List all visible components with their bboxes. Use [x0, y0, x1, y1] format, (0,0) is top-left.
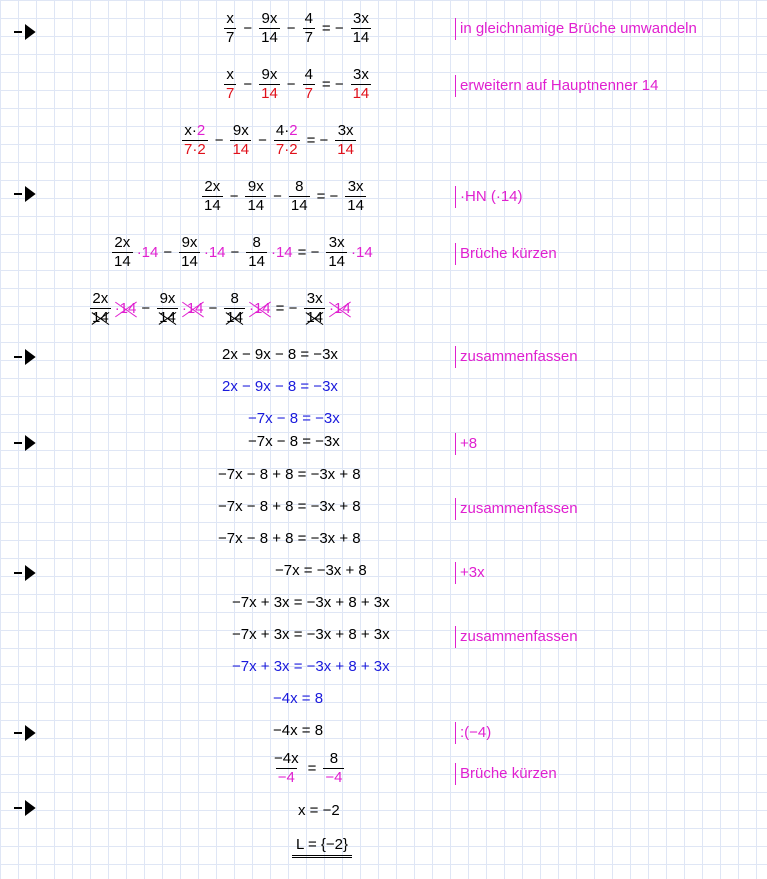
equation-row-3[interactable]: $\frac{x\cdot 2}{7\cdot 2}$ − $\frac{9x}{14}$ − $\frac{4\cdot 2}{7\cdot 2}$ = − $\frac{3x}{14}$	[184, 122, 354, 158]
annotation-note-16: zusammenfassen	[455, 626, 578, 648]
equation-row-17[interactable]: −7x + 3x = −3x + 8 + 3x	[232, 658, 390, 675]
equation-row-20[interactable]: $\frac{-4x}{-4}$ = $\frac{8}{-4}$	[274, 750, 343, 786]
equation-row-8[interactable]: 2x − 9x − 8 = −3x	[222, 378, 338, 395]
equation-row-19[interactable]: −4x = 8	[273, 722, 324, 739]
equation-row-11[interactable]: −7x − 8 + 8 = −3x + 8	[218, 466, 361, 483]
annotation-note-1: in gleichnamige Brüche umwandeln	[455, 18, 697, 40]
annotation-note-7: zusammenfassen	[455, 346, 578, 368]
equation-row-4[interactable]: $\frac{2x}{14}$ − $\frac{9x}{14}$ − $\frac{8}{14}$ = − $\frac{3x}{14}$	[204, 178, 364, 214]
evaluate-arrow-icon[interactable]	[12, 725, 36, 741]
equation-row-1[interactable]: $\frac{x}{7}$ − $\frac{9x}{14}$ − $\frac{4}{7}$ = − $\frac{3x}{14}$	[226, 10, 370, 46]
equation-row-15[interactable]: −7x + 3x = −3x + 8 + 3x	[232, 594, 390, 611]
evaluate-arrow-icon[interactable]	[12, 800, 36, 816]
annotation-note-12: zusammenfassen	[455, 498, 578, 520]
equation-row-21[interactable]: x = −2	[298, 802, 340, 819]
annotation-note-19: :(−4)	[455, 722, 491, 744]
equation-row-13[interactable]: −7x − 8 + 8 = −3x + 8	[218, 530, 361, 547]
evaluate-arrow-icon[interactable]	[12, 186, 36, 202]
annotation-note-14: +3x	[455, 562, 485, 584]
solution-set: L = {−2}	[292, 836, 352, 858]
evaluate-arrow-icon[interactable]	[12, 24, 36, 40]
annotation-note-20: Brüche kürzen	[455, 763, 557, 785]
equation-row-12[interactable]: −7x − 8 + 8 = −3x + 8	[218, 498, 361, 515]
equation-row-14[interactable]: −7x = −3x + 8	[275, 562, 367, 579]
equation-row-7[interactable]: 2x − 9x − 8 = −3x	[222, 346, 338, 363]
annotation-note-2: erweitern auf Hauptnenner 14	[455, 75, 658, 97]
annotation-note-10: +8	[455, 433, 477, 455]
annotation-note-5: Brüche kürzen	[455, 243, 557, 265]
equation-row-10[interactable]: −7x − 8 = −3x	[248, 433, 340, 450]
evaluate-arrow-icon[interactable]	[12, 435, 36, 451]
equation-row-5[interactable]: $\frac{2x}{14}$ ·14 − $\frac{9x}{14}$ ·14 − $\frac{8}{14}$ ·14 = − $\frac{3x}{14}$ ·14	[114, 234, 373, 270]
annotation-note-4: ·HN (·14)	[455, 186, 523, 208]
equation-row-9[interactable]: −7x − 8 = −3x	[248, 410, 340, 427]
equation-row-2[interactable]: $\frac{x}{7}$ − $\frac{9x}{14}$ − $\frac{4}{7}$ = − $\frac{3x}{14}$	[226, 66, 370, 102]
equation-row-16[interactable]: −7x + 3x = −3x + 8 + 3x	[232, 626, 390, 643]
evaluate-arrow-icon[interactable]	[12, 349, 36, 365]
equation-row-18[interactable]: −4x = 8	[273, 690, 324, 707]
equation-row-6[interactable]: $\frac{2x}{14}$ ·14 − $\frac{9x}{14}$ ·14 − $\frac{8}{14}$ ·14 = − $\frac{3x}{14}$ ·14	[92, 290, 351, 326]
evaluate-arrow-icon[interactable]	[12, 565, 36, 581]
